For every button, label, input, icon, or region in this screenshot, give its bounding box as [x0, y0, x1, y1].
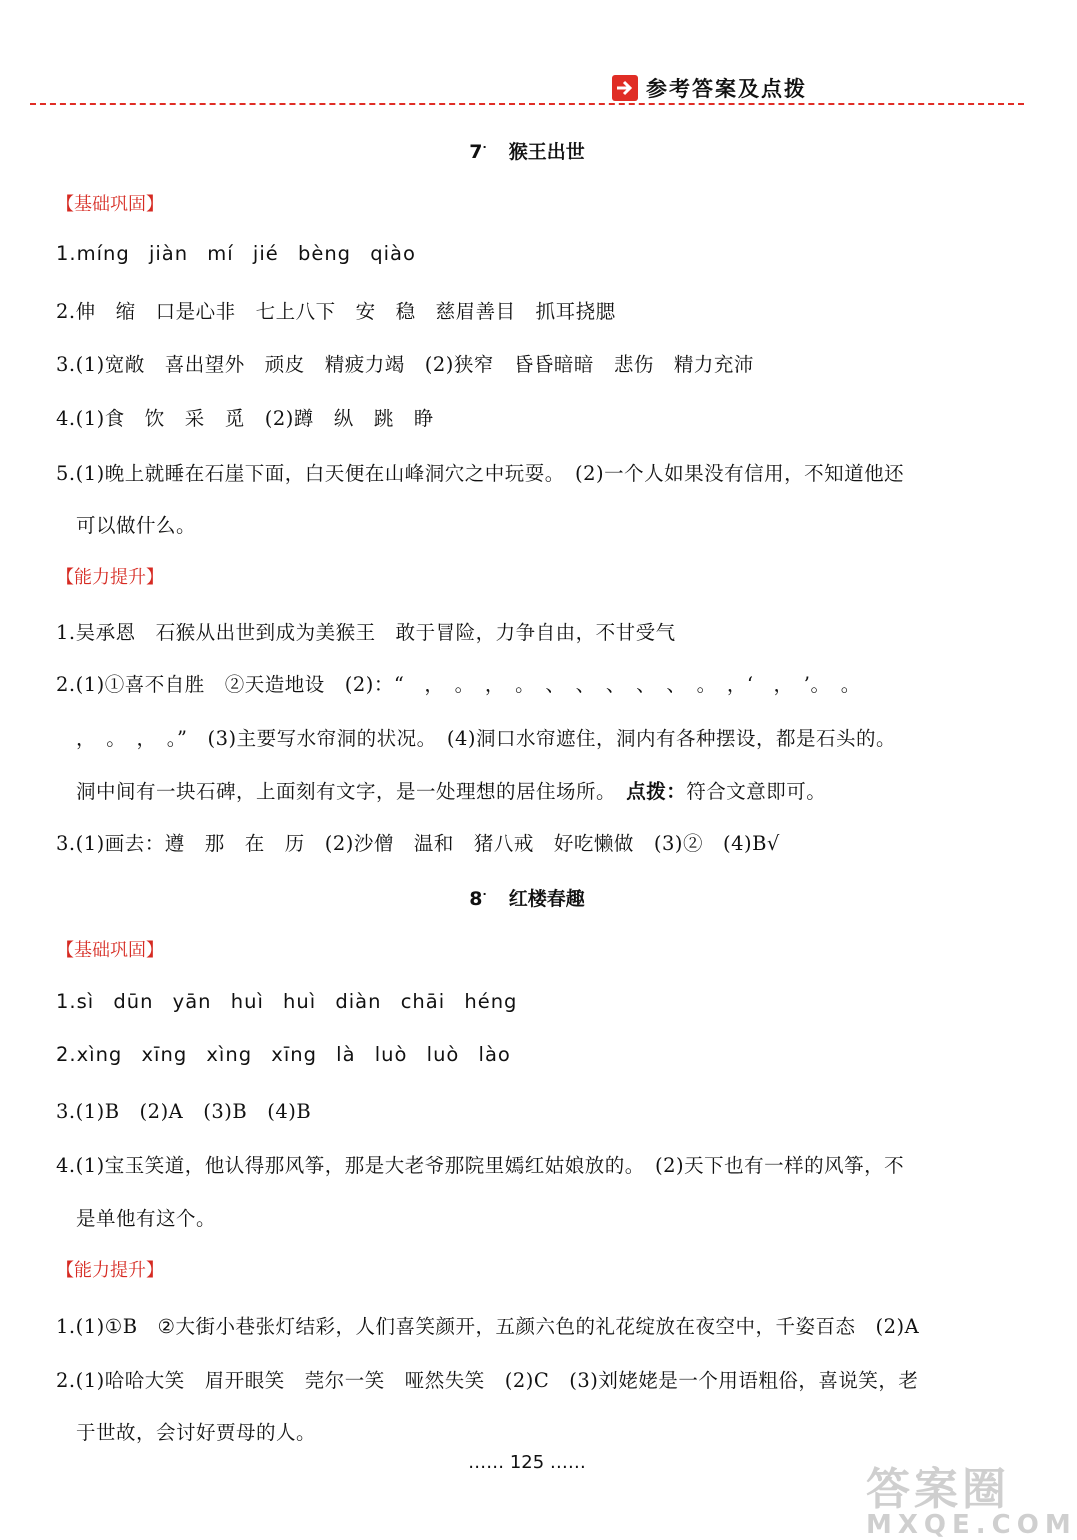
- tip-label: 点拨：: [626, 780, 687, 803]
- answer-line: 1.(1)①B ②大街小巷张灯结彩，人们喜笑颜开，五颜六色的礼花绽放在夜空中，千姿百态 (2)A: [56, 1315, 920, 1338]
- answer-line: 5.(1)晚上就睡在石崖下面，白天便在山峰洞穴之中玩耍。 (2)一个人如果没有信用，不知道他还: [56, 462, 905, 485]
- section-8-title: 8· 红楼春趣: [469, 887, 585, 910]
- answer-line: [76, 776, 1014, 804]
- arrow-right-icon: [612, 75, 638, 101]
- answer-line: 可以做什么。: [76, 514, 197, 537]
- header-divider: [30, 103, 1024, 105]
- answer-text: 洞中间有一块石碑，上面刻有文字，是一处理想的居住场所。: [76, 780, 607, 803]
- section-7-name: 猴王出世: [508, 141, 585, 163]
- answer-line: 1.míng jiàn mí jié bèng qiào: [56, 242, 416, 265]
- answer-line: 2.(1)①喜不自胜 ②天造地设 (2)：“ ， 。 ， 。 、 、 、 、 、 。 ，‘ ， ’。 。: [56, 673, 861, 696]
- section-7-number: 7: [469, 141, 483, 163]
- section-8-name: 红楼春趣: [508, 888, 585, 910]
- answer-line: 2.伸 缩 口是心非 七上八下 安 稳 慈眉善目 抓耳挠腮: [56, 300, 616, 323]
- answer-line: ， 。 ， 。” (3)主要写水帘洞的状况。 (4)洞口水帘遮住，洞内有各种摆设，都是石头的。: [76, 727, 896, 750]
- answer-line: 3.(1)画去：遵 那 在 历 (2)沙僧 温和 猪八戒 好吃懒做 (3)② (4)B√: [56, 832, 780, 855]
- page-number: …… 125 ……: [468, 1452, 586, 1473]
- answer-line: 4.(1)食 饮 采 觅 (2)蹲 纵 跳 睁: [56, 407, 434, 430]
- page-header: [612, 70, 807, 106]
- section-8-ability-tag: 【能力提升】: [56, 1260, 164, 1281]
- header-title: 参考答案及点拨: [646, 77, 807, 101]
- section-8-number: 8: [469, 888, 483, 910]
- answer-line: 3.(1)B (2)A (3)B (4)B: [56, 1100, 312, 1123]
- answer-line: 2.(1)哈哈大笑 眉开眼笑 莞尔一笑 哑然失笑 (2)C (3)刘姥姥是一个用语粗俗，喜说笑，老: [56, 1369, 919, 1392]
- section-7-basic-tag: 【基础巩固】: [56, 194, 164, 215]
- section-7-title: 7· 猴王出世: [469, 140, 585, 163]
- answer-line: 4.(1)宝玉笑道，他认得那风筝，那是大老爷那院里嫣红姑娘放的。 (2)天下也有一样的风筝，不: [56, 1154, 905, 1177]
- tip-text: 符合文意即可。: [686, 780, 827, 803]
- answer-line: 2.xìng xīng xìng xīng là luò luò lào: [56, 1043, 511, 1066]
- answer-line: 是单他有这个。: [76, 1207, 217, 1230]
- answer-line: 3.(1)宽敞 喜出望外 顽皮 精疲力竭 (2)狭窄 昏昏暗暗 悲伤 精力充沛: [56, 353, 754, 376]
- answer-line: 1.吴承恩 石猴从出世到成为美猴王 敢于冒险，力争自由，不甘受气: [56, 621, 676, 644]
- section-7-ability-tag: 【能力提升】: [56, 567, 164, 588]
- answer-line: 于世故，会讨好贾母的人。: [76, 1421, 317, 1444]
- section-8-basic-tag: 【基础巩固】: [56, 940, 164, 961]
- answer-line: 1.sì dūn yān huì huì diàn chāi héng: [56, 990, 518, 1013]
- watermark-logo: 答案圈 MXQE.COM: [866, 1464, 1077, 1540]
